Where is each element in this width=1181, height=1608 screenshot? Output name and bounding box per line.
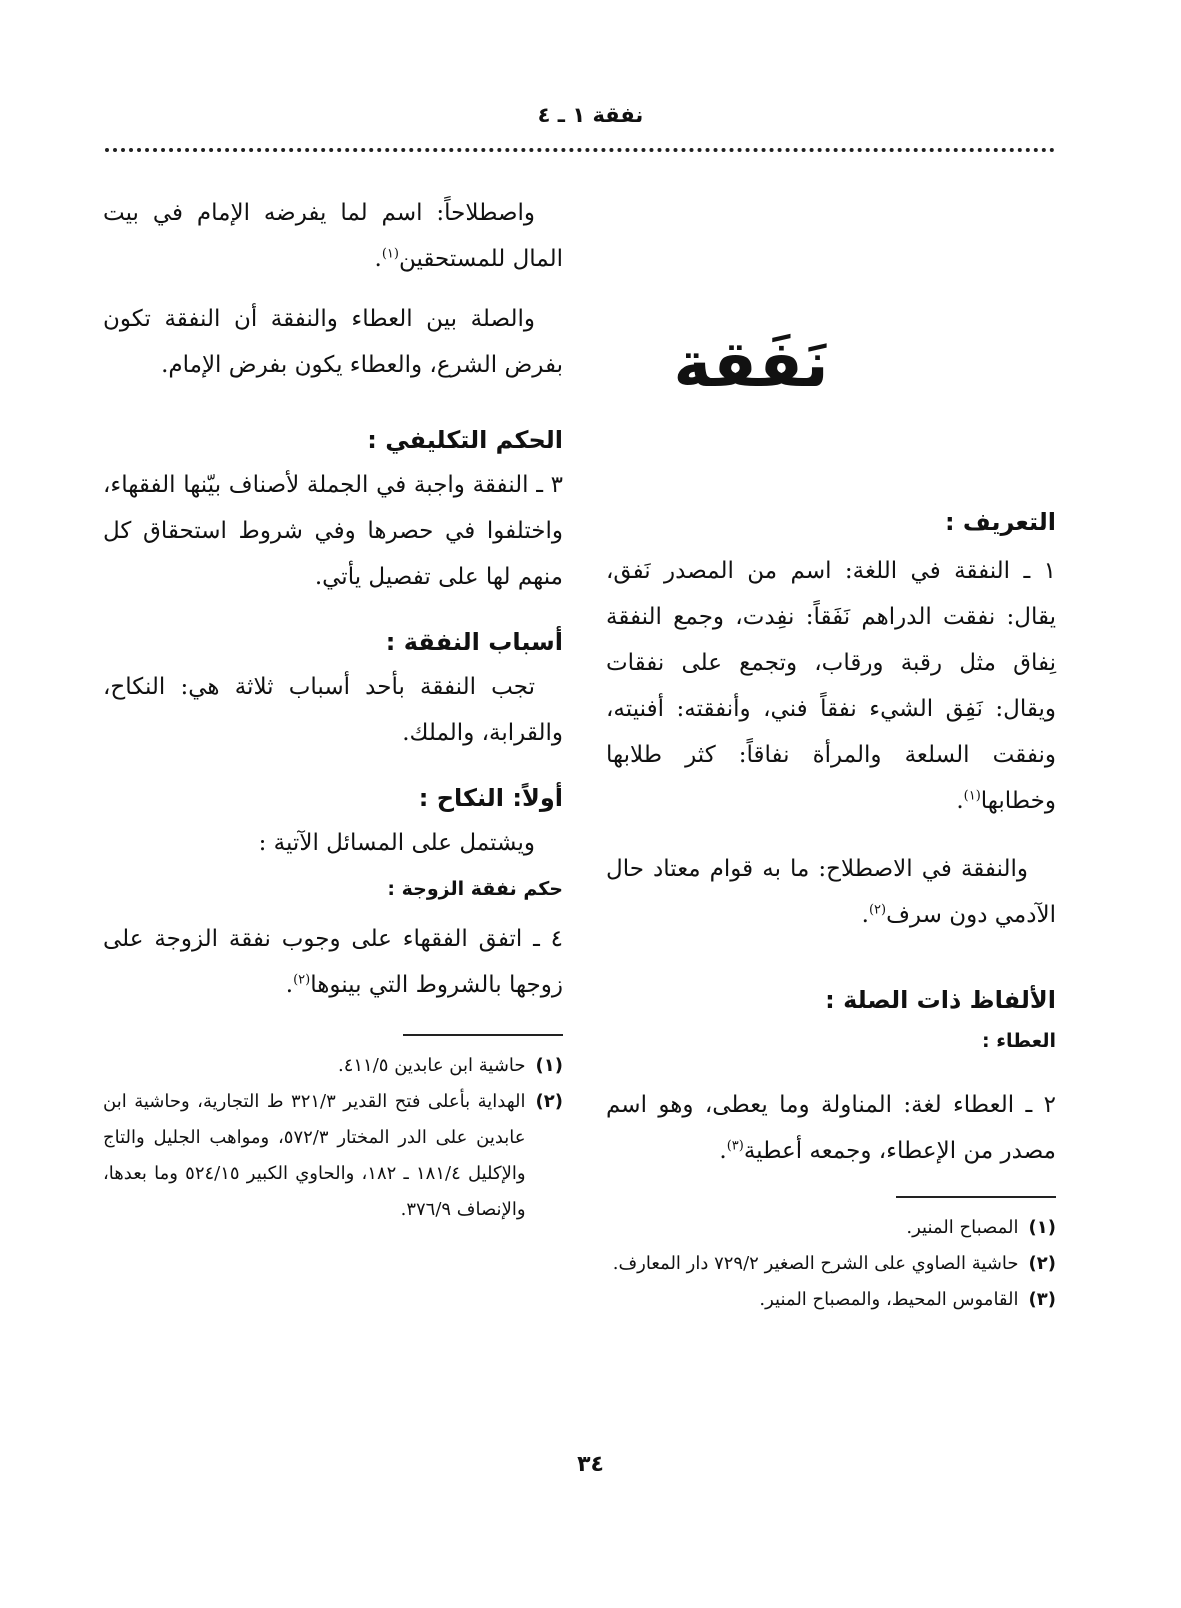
technical-definition-text: والنفقة في الاصطلاح: ما به قوام معتاد حال الآدمي دون سرف <box>606 856 1056 928</box>
entry-title: نَفَقة <box>673 328 829 402</box>
ata-technical-paragraph: واصطلاحاً: اسم لما يفرضه الإمام في بيت المال للمستحقين$^{(١)}$. <box>103 200 563 272</box>
ruling-heading: الحكم التكليفي : <box>367 426 563 454</box>
wife-maintenance-text: ٤ ـ اتفق الفقهاء على وجوب نفقة الزوجة على زوجها بالشروط التي بينوها <box>103 926 563 998</box>
relation-paragraph: والصلة بين العطاء والنفقة أن النفقة تكون بفرض الشرع، والعطاء يكون بفرض الإمام. <box>103 306 563 378</box>
wife-maintenance-heading: حكم نفقة الزوجة : <box>387 878 563 900</box>
marriage-heading: أولاً: النكاح : <box>418 784 563 812</box>
footnote-ref: (١) <box>381 246 399 262</box>
definition-paragraph: ١ ـ النفقة في اللغة: اسم من المصدر نَفق، يقال: نفقت الدراهم نَفَقاً: نفِدت، وجمع النفقة نِفاق مثل رقبة ورقاب، وتجمع على نفقات ويقال: نَفِق الشيء نفقاً فني، وأنفقته: أفنيته، ونفقت السلعة والمرأة نفاقاً: كثر طلابها وخطابها$^{(١)}$. <box>606 558 1056 814</box>
footnotes-left <box>103 1048 563 1228</box>
footnote-item: (٢) الهداية بأعلى فتح القدير ٣٢١/٣ ط التجارية، وحاشية ابن عابدين على الدر المختار ٥٧٢/٣، ومواهب الجليل والتاج والإكليل ١٨١/٤ ـ ١٨٢، والحاوي الكبير ٥٢٤/١٥ وما بعدها، والإنصاف ٣٧٦/٩. <box>103 1091 563 1220</box>
footnote-ref: (١) <box>963 788 981 804</box>
footnote-item: (١) المصباح المنير. <box>906 1217 1056 1238</box>
definition-text: ١ ـ النفقة في اللغة: اسم من المصدر نَفق، يقال: نفقت الدراهم نَفَقاً: نفِدت، وجمع النفقة نِفاق مثل رقبة ورقاب، وتجمع على نفقات ويقال: نَفِق الشيء نفقاً فني، وأنفقته: أفنيته، ونفقت السلعة والمرأة نفاقاً: كثر طلابها وخطابها <box>606 558 1056 814</box>
running-header: نفقة ١ ـ ٤ <box>537 103 644 127</box>
marriage-intro: ويشتمل على المسائل الآتية : <box>258 830 535 856</box>
page-number: ٣٤ <box>577 1452 604 1477</box>
definition-heading: التعريف : <box>944 508 1056 536</box>
footnote-separator <box>403 1034 563 1036</box>
footnote-item: (١) حاشية ابن عابدين ٤١١/٥. <box>337 1055 563 1076</box>
left-column <box>103 190 563 1228</box>
footnote-ref: (٢) <box>868 902 887 918</box>
technical-definition-paragraph: والنفقة في الاصطلاح: ما به قوام معتاد حال الآدمي دون سرف$^{(٢)}$. <box>606 856 1056 928</box>
footnote-separator <box>896 1196 1056 1198</box>
causes-heading: أسباب النفقة : <box>385 628 563 656</box>
ata-technical-text: واصطلاحاً: اسم لما يفرضه الإمام في بيت المال للمستحقين <box>103 200 563 272</box>
footnote-ref: (٢) <box>293 972 311 988</box>
footnotes-right <box>606 1210 1056 1318</box>
footnote-item: (٣) القاموس المحيط، والمصباح المنير. <box>759 1289 1056 1310</box>
ata-heading: العطاء : <box>982 1030 1056 1052</box>
ata-text: ٢ ـ العطاء لغة: المناولة وما يعطى، وهو اسم مصدر من الإعطاء، وجمعه أعطية <box>606 1092 1056 1164</box>
right-column <box>606 190 1056 1318</box>
ruling-paragraph: ٣ ـ النفقة واجبة في الجملة لأصناف بيّنها الفقهاء، واختلفوا في حصرها وفي شروط استحقاق كل منهم لها على تفصيل يأتي. <box>103 472 563 590</box>
causes-paragraph: تجب النفقة بأحد أسباب ثلاثة هي: النكاح، والقرابة، والملك. <box>103 674 563 746</box>
footnote-ref: (٣) <box>726 1138 744 1154</box>
related-terms-heading: الألفاظ ذات الصلة : <box>825 986 1056 1014</box>
ata-paragraph: ٢ ـ العطاء لغة: المناولة وما يعطى، وهو اسم مصدر من الإعطاء، وجمعه أعطية$^{(٣)}$. <box>606 1092 1056 1164</box>
wife-maintenance-paragraph: ٤ ـ اتفق الفقهاء على وجوب نفقة الزوجة على زوجها بالشروط التي بينوها$^{(٢)}$. <box>103 926 563 998</box>
header-dotted-rule <box>105 148 1055 152</box>
footnote-item: (٢) حاشية الصاوي على الشرح الصغير ٧٢٩/٢ دار المعارف. <box>612 1253 1056 1274</box>
